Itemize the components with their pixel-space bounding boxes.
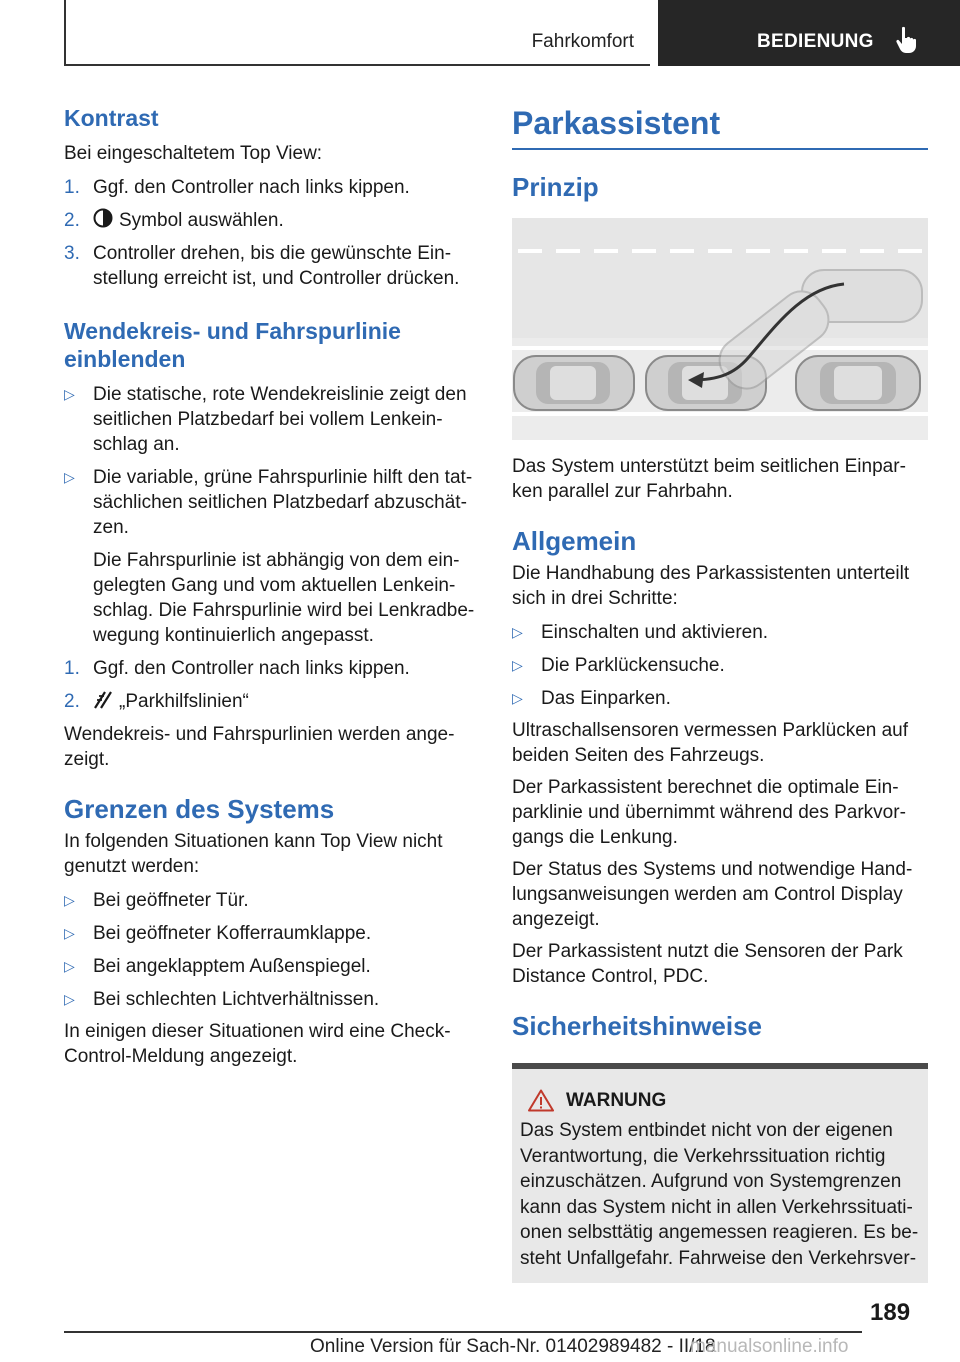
wendekreis-result: Wendekreis- und Fahrspurlinien werden angezeigt.	[64, 724, 455, 770]
wendekreis-bullet-note: Die Fahrspurlinie ist abhängig von dem eingelegten Gang und vom aktuellen Lenkeinschlag. Die Fahrspurlinie wird bei Lenkradbewegung kontinuierlich angepasst.	[93, 550, 475, 646]
allgemein-bullet-1	[512, 620, 928, 645]
step-number: 1.	[64, 658, 80, 679]
bullet-triangle-icon: ▷	[64, 925, 75, 941]
bullet-text: Einschalten und aktivieren.	[541, 622, 769, 643]
contrast-icon	[93, 208, 113, 228]
step-number: 3.	[64, 243, 80, 264]
bullet-triangle-icon: ▷	[512, 624, 523, 640]
wendekreis-bullet-2	[64, 465, 476, 540]
bullet-text: Bei schlechten Lichtverhältnissen.	[93, 989, 380, 1010]
kontrast-step-3	[64, 241, 476, 291]
bullet-text: Bei geöffneter Kofferraumklappe.	[93, 923, 372, 944]
step-text: Controller drehen, bis die gewünschte Einstellung erreicht ist, und Controller drücken.	[93, 243, 460, 289]
step-number: 1.	[64, 177, 80, 198]
allgemein-paragraph-4: Der Parkassistent nutzt die Sensoren der Park Distance Control, PDC.	[512, 941, 903, 987]
step-text: Ggf. den Controller nach links kippen.	[93, 177, 410, 198]
chapter-label: BEDIENUNG	[757, 31, 874, 52]
prinzip-heading: Prinzip	[512, 172, 599, 202]
allgemein-paragraph-3: Der Status des Systems und notwendige Handlungsanweisungen werden am Control Display angezeigt.	[512, 859, 913, 930]
bullet-triangle-icon: ▷	[64, 958, 75, 974]
grenzen-bullet-3	[64, 954, 476, 979]
warning-triangle-icon	[528, 1089, 554, 1112]
wendekreis-heading: Wendekreis- und Fahrspurlinie einblenden	[64, 318, 401, 372]
bullet-text: Die variable, grüne Fahrspurlinie hilft den tatsächlichen seitlichen Platzbedarf abzuschätzen.	[93, 467, 473, 538]
bullet-text: Die statische, rote Wendekreislinie zeigt den seitlichen Platzbedarf bei vollem Lenkeinschlag an.	[93, 384, 467, 455]
bullet-text: Bei geöffneter Tür.	[93, 890, 249, 911]
footer-rule	[64, 1331, 862, 1333]
step-text: Symbol auswählen.	[119, 210, 284, 231]
pointing-hand-icon	[895, 26, 919, 54]
right-column	[512, 104, 928, 1283]
step-number: 2.	[64, 691, 80, 712]
wendekreis-bullet-1	[64, 382, 476, 457]
footer-online-version: Online Version für Sach-Nr. 01402989482 - II/18	[310, 1336, 716, 1357]
allgemein-intro: Die Handhabung des Parkassistenten unterteilt sich in drei Schritte:	[512, 563, 910, 609]
step-number: 2.	[64, 210, 80, 231]
warning-title-row	[520, 1089, 920, 1112]
bullet-triangle-icon: ▷	[64, 991, 75, 1007]
bullet-text: Bei angeklapptem Außenspiegel.	[93, 956, 371, 977]
wendekreis-step-2	[64, 689, 476, 714]
grenzen-bullet-4	[64, 987, 476, 1012]
bullet-text: Das Einparken.	[541, 688, 671, 709]
kontrast-step-2	[64, 208, 476, 233]
kontrast-heading: Kontrast	[64, 105, 159, 131]
warning-title: WARNUNG	[566, 1089, 667, 1111]
allgemein-heading: Allgemein	[512, 526, 637, 556]
warning-text: Das System entbindet nicht von der eigenen Verantwortung, die Verkehrssituation richtig einzuschätzen. Aufgrund von Systemgrenzen kann das System nicht in allen Verkehrssituationen selbsttätig angemessen reagieren. Es besteht Unfallgefahr. Fahrweise den Verkehrsver-	[520, 1120, 919, 1269]
parked-car-right	[796, 356, 920, 410]
allgemein-bullet-2	[512, 653, 928, 678]
header-section-title: Fahrkomfort	[531, 31, 634, 52]
grenzen-heading: Grenzen des Systems	[64, 794, 335, 824]
footer-watermark: manualsonline.info	[690, 1336, 849, 1357]
bullet-triangle-icon: ▷	[64, 386, 75, 402]
warning-box	[512, 1063, 928, 1283]
bullet-triangle-icon: ▷	[64, 469, 75, 485]
allgemein-paragraph-2: Der Parkassistent berechnet die optimale Einparklinie und übernimmt während des Parkvorgangs die Lenkung.	[512, 777, 906, 848]
kontrast-step-1	[64, 175, 476, 200]
header-rule-bottom	[64, 64, 650, 66]
bullet-triangle-icon: ▷	[64, 892, 75, 908]
bullet-triangle-icon: ▷	[512, 690, 523, 706]
parkassistent-heading: Parkassistent	[512, 105, 721, 141]
allgemein-paragraph-1: Ultraschallsensoren vermessen Parklücken auf beiden Seiten des Fahrzeugs.	[512, 720, 909, 766]
grenzen-outro: In einigen dieser Situationen wird eine Check-Control-Meldung angezeigt.	[64, 1021, 451, 1067]
heading-rule	[512, 148, 928, 150]
grenzen-bullet-1	[64, 888, 476, 913]
parking-lines-icon	[93, 689, 113, 709]
wendekreis-step-1	[64, 656, 476, 681]
parking-illustration	[512, 218, 928, 440]
bullet-triangle-icon: ▷	[512, 657, 523, 673]
allgemein-bullet-3	[512, 686, 928, 711]
kontrast-intro: Bei eingeschaltetem Top View:	[64, 143, 323, 164]
prinzip-caption: Das System unterstützt beim seitlichen Einparken parallel zur Fahrbahn.	[512, 456, 906, 502]
sicherheit-heading: Sicherheitshinweise	[512, 1011, 762, 1041]
step-text: „Parkhilfslinien“	[119, 691, 249, 712]
parked-car-left	[514, 356, 634, 410]
grenzen-bullet-2	[64, 921, 476, 946]
grenzen-intro: In folgenden Situationen kann Top View nicht genutzt werden:	[64, 831, 443, 877]
page-number: 189	[870, 1299, 911, 1326]
left-column	[64, 104, 476, 1069]
step-text: Ggf. den Controller nach links kippen.	[93, 658, 410, 679]
bullet-text: Die Parklückensuche.	[541, 655, 725, 676]
